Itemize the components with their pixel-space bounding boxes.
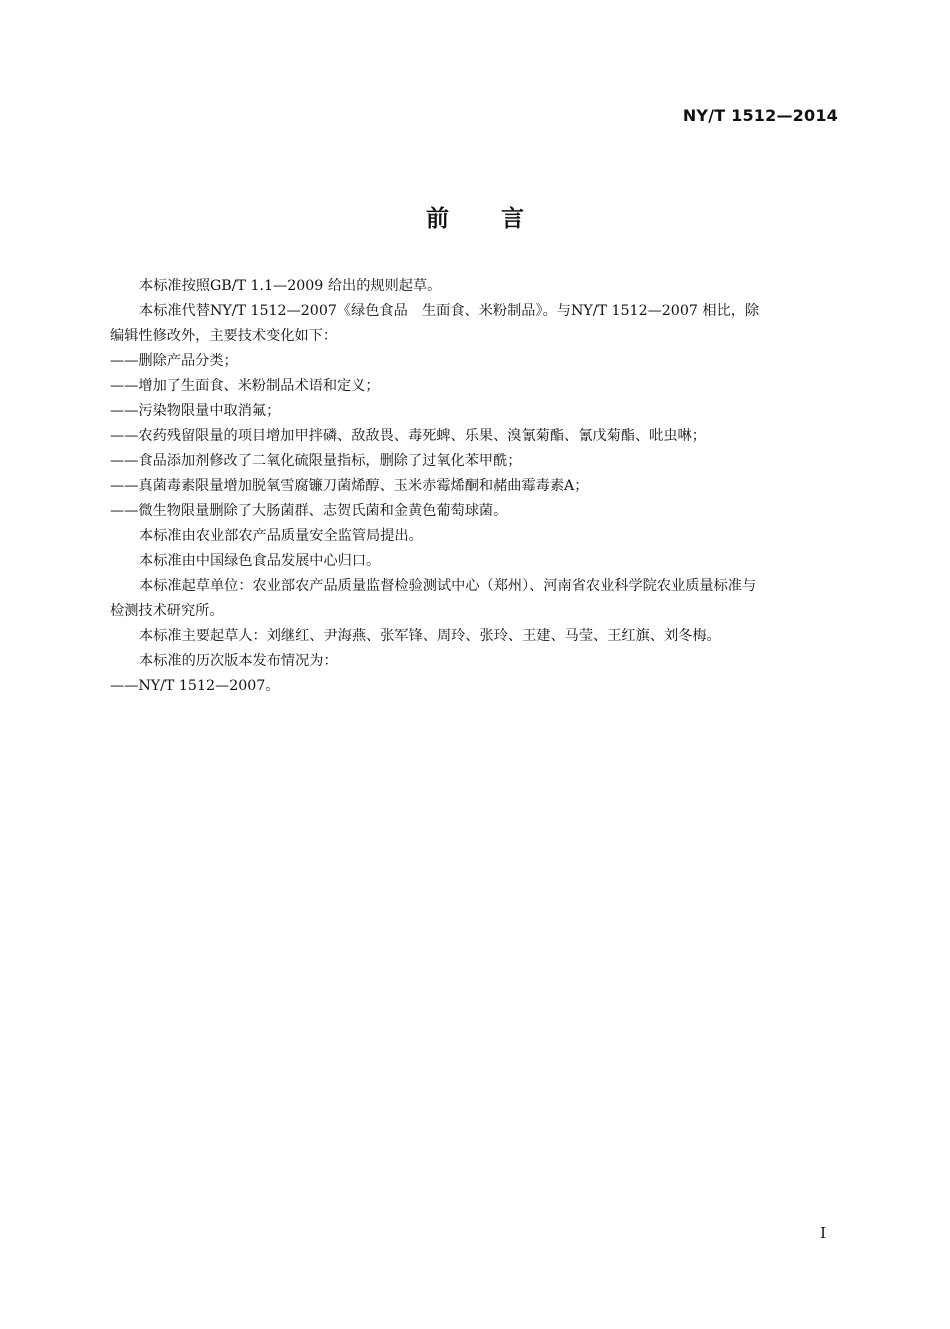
change-item-4: ——农药残留限量的项目增加甲拌磷、敌敌畏、毒死蜱、乐果、溴氰菊酯、氰戊菊酯、吡虫啉； (110, 428, 706, 444)
change-item-2: ——增加了生面食、米粉制品术语和定义； (110, 378, 380, 394)
replacement-paragraph-line-1: 本标准代替NY/T 1512—2007《绿色食品 生面食、米粉制品》。与NY/T 1512—2007 相比，除 (139, 303, 760, 319)
version-history-paragraph: 本标准的历次版本发布情况为： (139, 653, 338, 669)
drafting-units-line-1: 本标准起草单位：农业部农产品质量监督检验测试中心（郑州）、河南省农业科学院农业质量标准与 (139, 578, 757, 594)
standard-code: NY/T 1512—2014 (682, 106, 838, 125)
replacement-paragraph-line-2: 编辑性修改外，主要技术变化如下： (110, 328, 338, 344)
change-item-1: ——删除产品分类； (110, 353, 238, 369)
change-item-5: ——食品添加剂修改了二氧化硫限量指标，删除了过氧化苯甲酰； (110, 453, 522, 469)
foreword-body (110, 274, 840, 699)
change-item-7: ——微生物限量删除了大肠菌群、志贺氏菌和金黄色葡萄球菌。 (110, 503, 508, 519)
version-history-item: ——NY/T 1512—2007。 (110, 678, 280, 694)
page-title: 前言 (426, 206, 576, 232)
proposer-paragraph: 本标准由农业部农产品质量安全监管局提出。 (139, 528, 423, 544)
drafting-rule-paragraph: 本标准按照GB/T 1.1—2009 给出的规则起草。 (139, 278, 442, 294)
change-item-6: ——真菌毒素限量增加脱氧雪腐镰刀菌烯醇、玉米赤霉烯酮和赭曲霉毒素A； (110, 478, 589, 494)
change-item-3: ——污染物限量中取消氟； (110, 403, 281, 419)
drafters-paragraph: 本标准主要起草人：刘继红、尹海燕、张军锋、周玲、张玲、王建、马莹、王红旗、刘冬梅。 (139, 628, 721, 644)
centralizer-paragraph: 本标准由中国绿色食品发展中心归口。 (139, 553, 381, 569)
drafting-units-line-2: 检测技术研究所。 (110, 603, 224, 619)
page-number: I (820, 1224, 826, 1242)
